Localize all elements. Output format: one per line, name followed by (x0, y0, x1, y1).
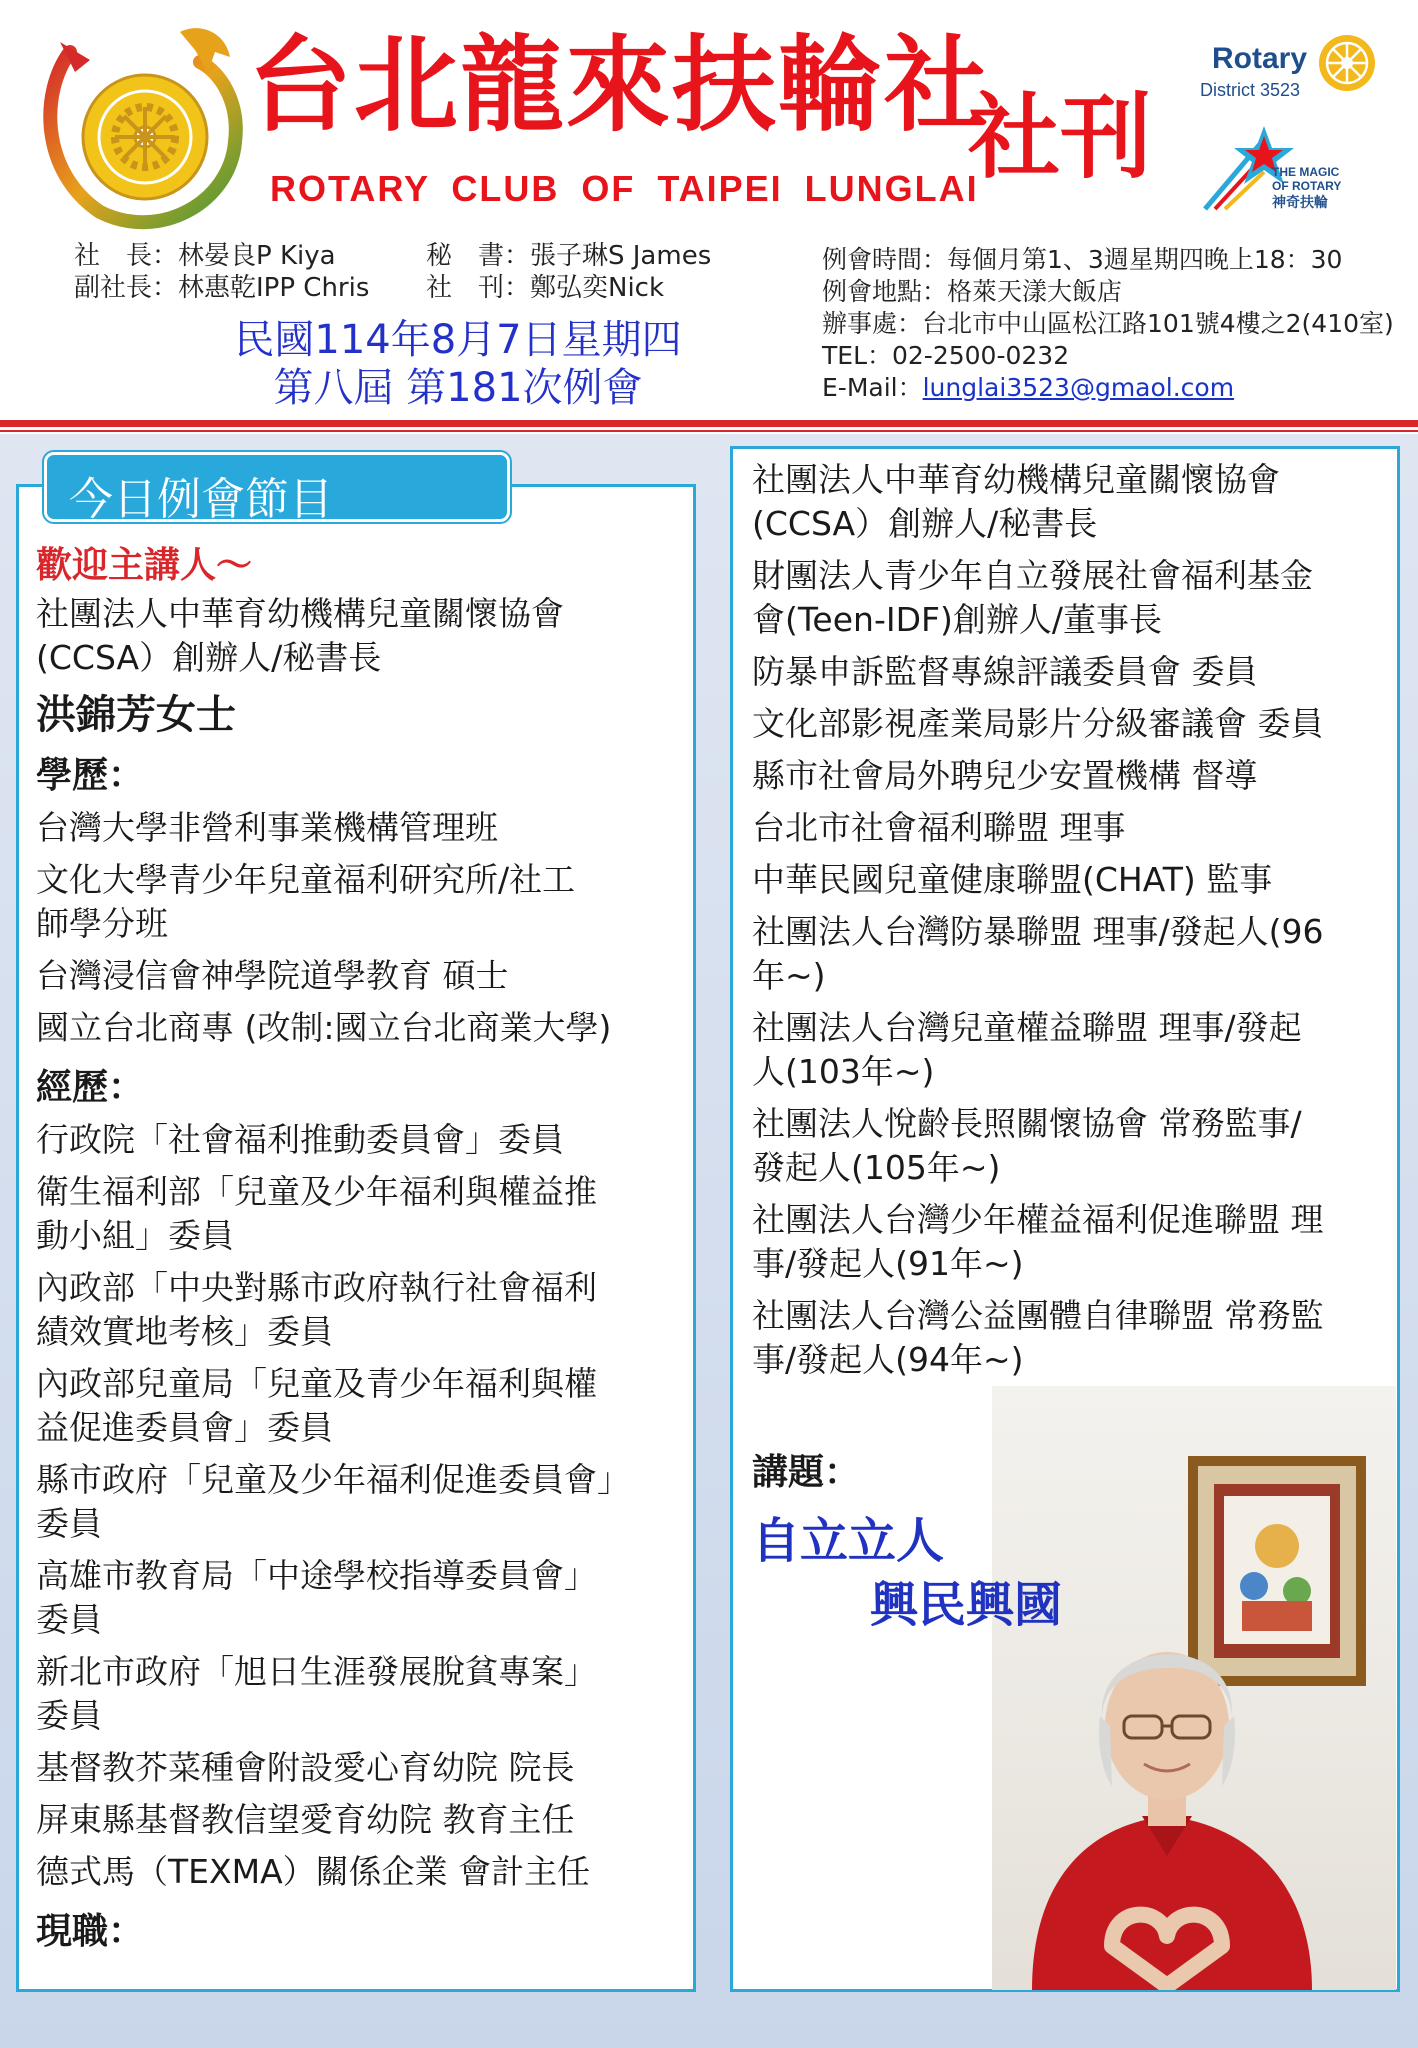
experience-item (36, 1118, 686, 1162)
editor-label: 社 刊：鄭弘奕Nick (426, 273, 665, 303)
date-line: 民國114年8月7日星期四 (234, 317, 682, 363)
current-position-item (752, 650, 1398, 694)
experience-item (36, 1650, 686, 1738)
current-position-item-line: 事/發起人(91年~) (752, 1244, 1024, 1283)
education-heading: 學歷： (36, 755, 145, 796)
education-item (36, 1006, 686, 1050)
experience-item-line: 內政部「中央對縣市政府執行社會福利 (36, 1268, 597, 1307)
experience-item-line: 行政院「社會福利推動委員會」委員 (36, 1120, 564, 1159)
current-position-item-line: 事/發起人(94年~) (752, 1340, 1024, 1379)
officers-list (74, 240, 712, 304)
magic-of-rotary-text (1272, 166, 1341, 210)
current-position-item (752, 1294, 1398, 1382)
current-position-item-line: 社團法人悅齡長照關懷協會 常務監事/ (752, 1104, 1302, 1143)
telephone: TEL：02-2500-0232 (822, 341, 1070, 370)
experience-list (36, 1118, 686, 1894)
education-item-line: 台灣大學非營利事業機構管理班 (36, 808, 498, 847)
vice-president-label: 副社長：林惠乾IPP Chris (74, 273, 370, 303)
experience-item (36, 1554, 686, 1642)
meeting-venue: 例會地點：格萊天漾大飯店 (822, 277, 1123, 306)
experience-item (36, 1170, 686, 1258)
president-label: 社 長：林晏良P Kiya (74, 241, 336, 271)
welcome-heading: 歡迎主講人～ (36, 545, 253, 586)
newsletter-header (0, 0, 1418, 420)
current-position-item (752, 910, 1398, 998)
header-divider (0, 420, 1418, 427)
current-position-item-line: (CCSA）創辦人/秘書長 (752, 504, 1098, 543)
experience-item-line: 委員 (36, 1504, 102, 1543)
program-tab-label: 今日例會節目 (69, 474, 333, 525)
current-position-item (752, 754, 1398, 798)
speaker-bio-right (752, 458, 1398, 1390)
education-item-line: 台灣浸信會神學院道學教育 碩士 (36, 956, 509, 995)
club-title: 台北龍來扶輪社 (248, 24, 991, 146)
current-position-item-line: 社團法人台灣少年權益福利促進聯盟 理 (752, 1200, 1324, 1239)
experience-item-line: 高雄市教育局「中途學校指導委員會」 (36, 1556, 597, 1595)
experience-item-line: 內政部兒童局「兒童及青少年福利與權 (36, 1364, 597, 1403)
session-line: 第八屆 第181次例會 (273, 365, 643, 411)
experience-item-line: 益促進委員會」委員 (36, 1408, 333, 1447)
education-item-line: 文化大學青少年兒童福利研究所/社工 (36, 860, 576, 899)
speaker-bio-left (36, 540, 686, 1962)
current-position-item-line: 社團法人台灣公益團體自律聯盟 常務監 (752, 1296, 1324, 1335)
header-divider-thin (0, 430, 1418, 432)
email-link[interactable]: lunglai3523@gmaol.com (922, 373, 1235, 402)
experience-item-line: 委員 (36, 1600, 102, 1639)
experience-item-line: 衛生福利部「兒童及少年福利與權益推 (36, 1172, 597, 1211)
current-position-item (752, 1102, 1398, 1190)
speaker-photo (992, 1386, 1396, 1990)
current-position-item-line: 發起人(105年~) (752, 1148, 1001, 1187)
topic-line-1: 自立立人 (752, 1513, 945, 1569)
experience-item (36, 1798, 686, 1842)
speaker-org-line: 社團法人中華育幼機構兒童關懷協會 (36, 594, 564, 633)
current-position-item (752, 806, 1398, 850)
dragon-rotary-logo-icon (30, 12, 250, 232)
rotary-wheel-icon (1316, 32, 1378, 94)
current-heading: 現職： (36, 1911, 145, 1952)
meeting-date (208, 316, 708, 412)
rotary-wordmark: Rotary (1212, 42, 1308, 75)
experience-item-line: 新北市政府「旭日生涯發展脫貧專案」 (36, 1652, 597, 1691)
speaker-org-line: (CCSA）創辦人/秘書長 (36, 638, 382, 677)
current-position-item-line: 文化部影視產業局影片分級審議會 委員 (752, 704, 1324, 743)
office-address: 辦事處：台北市中山區松江路101號4樓之2(410室) (822, 309, 1394, 338)
program-tab (44, 452, 510, 525)
education-item-line: 師學分班 (36, 904, 168, 943)
experience-item-line: 基督教芥菜種會附設愛心育幼院 院長 (36, 1748, 575, 1787)
secretary-label: 秘 書：張子琳S James (426, 241, 712, 271)
current-position-item-line: 中華民國兒童健康聯盟(CHAT) 監事 (752, 860, 1273, 899)
email-label: E-Mail： (822, 373, 923, 402)
current-position-item-line: 縣市社會局外聘兒少安置機構 督導 (752, 756, 1258, 795)
experience-item (36, 1746, 686, 1790)
current-position-item (752, 1006, 1398, 1094)
experience-item (36, 1362, 686, 1450)
speaker-name: 洪錦芳女士 (36, 692, 236, 738)
education-item-line: 國立台北商專 (改制:國立台北商業大學) (36, 1008, 612, 1047)
topic-label: 講題： (752, 1452, 861, 1493)
education-list (36, 806, 686, 1050)
current-position-item-line: 社團法人中華育幼機構兒童關懷協會 (752, 460, 1280, 499)
current-position-item-line: 社團法人台灣兒童權益聯盟 理事/發起 (752, 1008, 1302, 1047)
magic-line-3: 神奇扶輪 (1272, 193, 1328, 210)
magic-line-2: OF ROTARY (1272, 178, 1342, 193)
current-position-item (752, 458, 1398, 546)
experience-item-line: 動小組」委員 (36, 1216, 234, 1255)
district-label: District 3523 (1200, 80, 1301, 100)
current-position-item-line: 年~) (752, 956, 826, 995)
experience-item (36, 1458, 686, 1546)
officers-row (74, 240, 712, 272)
current-position-item-line: 財團法人青少年自立發展社會福利基金 (752, 556, 1313, 595)
current-position-item-line: 人(103年~) (752, 1052, 935, 1091)
current-positions-list (752, 458, 1398, 1382)
education-item (36, 858, 686, 946)
experience-item (36, 1850, 686, 1894)
newsletter-label: 社刊 (968, 83, 1153, 191)
club-title-english: ROTARY CLUB OF TAIPEI LUNGLAI (270, 168, 979, 209)
speaker-portrait-icon (992, 1386, 1396, 1990)
current-position-item-line: 會(Teen-IDF)創辦人/董事長 (752, 600, 1162, 639)
experience-item (36, 1266, 686, 1354)
current-position-item (752, 1198, 1398, 1286)
experience-heading: 經歷： (36, 1067, 145, 1108)
current-position-item (752, 554, 1398, 642)
topic-line-2: 興民興國 (870, 1577, 1063, 1633)
experience-item-line: 屏東縣基督教信望愛育幼院 教育主任 (36, 1800, 575, 1839)
current-position-item (752, 858, 1398, 902)
experience-item-line: 德式馬（TEXMA）關係企業 會計主任 (36, 1852, 591, 1891)
email-row (822, 372, 1394, 404)
officers-row (74, 272, 665, 304)
current-position-item-line: 防暴申訴監督專線評議委員會 委員 (752, 652, 1258, 691)
magic-line-1: THE MAGIC (1272, 165, 1340, 179)
current-position-item-line: 社團法人台灣防暴聯盟 理事/發起人(96 (752, 912, 1324, 951)
experience-item-line: 委員 (36, 1696, 102, 1735)
meeting-time: 例會時間：每個月第1、3週星期四晚上18：30 (822, 245, 1343, 274)
current-position-item (752, 702, 1398, 746)
education-item (36, 806, 686, 850)
current-position-item-line: 台北市社會福利聯盟 理事 (752, 808, 1126, 847)
meeting-info (822, 244, 1394, 404)
education-item (36, 954, 686, 998)
experience-item-line: 縣市政府「兒童及少年福利促進委員會」 (36, 1460, 630, 1499)
experience-item-line: 績效實地考核」委員 (36, 1312, 333, 1351)
